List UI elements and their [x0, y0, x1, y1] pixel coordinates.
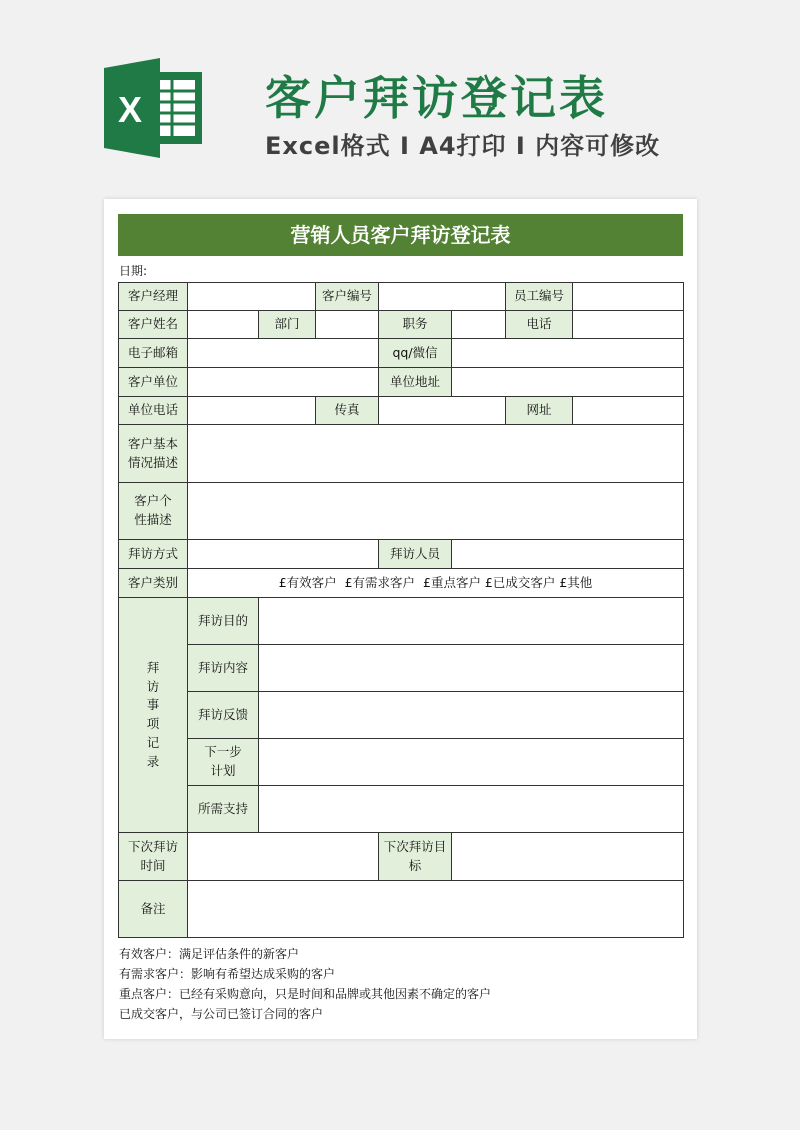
label: 拜访目的	[188, 598, 259, 645]
label: 客户类别	[119, 569, 188, 598]
notes	[119, 944, 491, 1024]
label: 电子邮箱	[119, 339, 188, 368]
input-cell[interactable]	[452, 368, 684, 397]
label: 客户经理	[119, 283, 188, 311]
label: 职务	[379, 311, 452, 339]
note-line: 有需求客户：影响有希望达成采购的客户	[119, 967, 336, 981]
label: 下一步计划	[188, 739, 259, 786]
label: qq/微信	[379, 339, 452, 368]
label: 拜访反馈	[188, 692, 259, 739]
note-line: 重点客户：已经有采购意向，只是时间和品牌或其他因素不确定的客户	[119, 987, 492, 1001]
page-subtitle: Excel格式 Ⅰ A4打印 Ⅰ 内容可修改	[265, 132, 661, 160]
input-cell[interactable]	[188, 339, 379, 368]
input-cell[interactable]	[188, 283, 316, 311]
input-cell[interactable]	[452, 311, 506, 339]
label: 单位电话	[119, 397, 188, 425]
input-cell[interactable]	[188, 540, 379, 569]
input-cell[interactable]	[452, 833, 684, 881]
label: 网址	[506, 397, 573, 425]
label: 部门	[259, 311, 316, 339]
input-cell[interactable]	[379, 283, 506, 311]
category-options[interactable]: £有效客户 £有需求客户 £重点客户 £已成交客户 £其他	[188, 569, 684, 598]
input-cell[interactable]	[188, 833, 379, 881]
input-cell[interactable]	[259, 739, 684, 786]
input-cell[interactable]	[188, 881, 684, 938]
input-cell[interactable]	[379, 397, 506, 425]
input-cell[interactable]	[259, 598, 684, 645]
label: 下次拜访时间	[119, 833, 188, 881]
svg-text:X: X	[117, 89, 143, 130]
label: 员工编号	[506, 283, 573, 311]
page-title: 客户拜访登记表	[265, 71, 608, 125]
input-cell[interactable]	[573, 311, 684, 339]
input-cell[interactable]	[452, 540, 684, 569]
label: 单位地址	[379, 368, 452, 397]
label: 下次拜访目标	[379, 833, 452, 881]
label: 传真	[316, 397, 379, 425]
note-line: 已成交客户，与公司已签订合同的客户	[119, 1007, 324, 1021]
label: 拜访方式	[119, 540, 188, 569]
note-line: 有效客户：满足评估条件的新客户	[119, 947, 300, 961]
label: 拜访人员	[379, 540, 452, 569]
label: 所需支持	[188, 786, 259, 833]
label: 客户编号	[316, 283, 379, 311]
label: 客户基本情况描述	[119, 425, 188, 483]
label: 拜访事项记录	[119, 598, 188, 833]
label: 拜访内容	[188, 645, 259, 692]
input-cell[interactable]	[573, 283, 684, 311]
input-cell[interactable]	[188, 483, 684, 540]
input-cell[interactable]	[188, 311, 259, 339]
label: 客户姓名	[119, 311, 188, 339]
input-cell[interactable]	[452, 339, 684, 368]
label: 客户个性描述	[119, 483, 188, 540]
input-cell[interactable]	[188, 397, 316, 425]
excel-logo-icon	[104, 58, 204, 158]
input-cell[interactable]	[259, 645, 684, 692]
input-cell[interactable]	[316, 311, 379, 339]
date-label: 日期:	[119, 264, 148, 278]
form-title: 营销人员客户拜访登记表	[118, 214, 683, 256]
label: 客户单位	[119, 368, 188, 397]
input-cell[interactable]	[259, 786, 684, 833]
input-cell[interactable]	[188, 425, 684, 483]
input-cell[interactable]	[573, 397, 684, 425]
input-cell[interactable]	[188, 368, 379, 397]
input-cell[interactable]	[259, 692, 684, 739]
visit-form-table	[118, 282, 684, 938]
label: 备注	[119, 881, 188, 938]
label: 电话	[506, 311, 573, 339]
